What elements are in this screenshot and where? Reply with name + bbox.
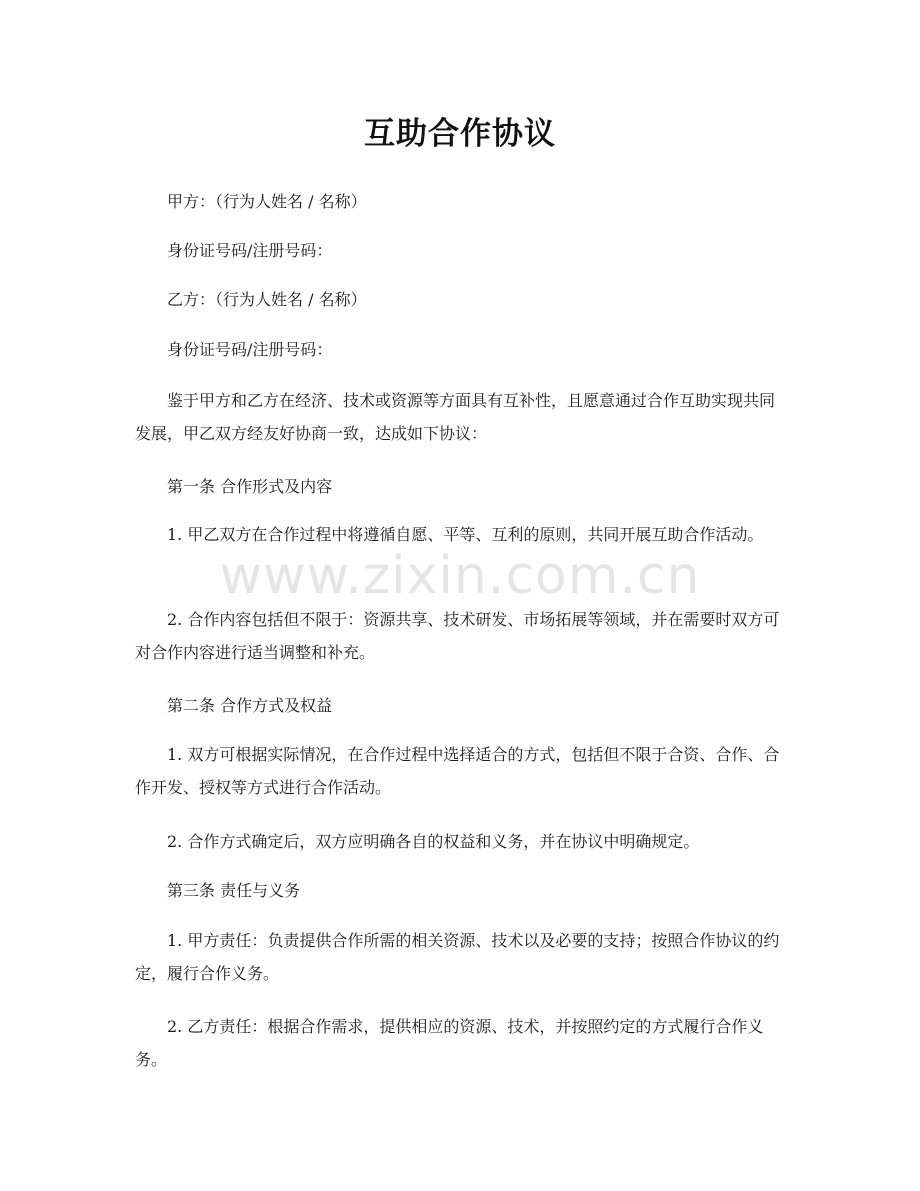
article-2-clause-1: 1. 双方可根据实际情况，在合作过程中选择适合的方式，包括但不限于合资、合作、合作开发、授权等方式进行合作活动。 — [135, 745, 780, 797]
article-3-heading: 第三条 责任与义务 — [167, 881, 301, 900]
article-3-clause-1: 1. 甲方责任：负责提供合作所需的相关资源、技术以及必要的支持；按照合作协议的约定，履行合作义务。 — [135, 931, 780, 983]
article-2-heading: 第二条 合作方式及权益 — [167, 696, 333, 715]
party-b-line: 乙方：（行为人姓名 / 名称） — [167, 290, 367, 309]
document-title: 互助合作协议 — [364, 116, 556, 152]
article-1-clause-2: 2. 合作内容包括但不限于：资源共享、技术研发、市场拓展等领域，并在需要时双方可对合作内容进行适当调整和补充。 — [135, 610, 780, 662]
article-3-clause-2: 2. 乙方责任：根据合作需求，提供相应的资源、技术，并按照约定的方式履行合作义务。 — [135, 1017, 764, 1069]
article-1-clause-1: 1. 甲乙双方在合作过程中将遵循自愿、平等、互利的原则，共同开展互助合作活动。 — [167, 525, 764, 544]
article-2-clause-2: 2. 合作方式确定后，双方应明确各自的权益和义务，并在协议中明确规定。 — [167, 832, 700, 851]
preamble-paragraph: 鉴于甲方和乙方在经济、技术或资源等方面具有互补性，且愿意通过合作互助实现共同发展，甲乙双方经友好协商一致，达成如下协议： — [135, 391, 776, 443]
party-a-id-line: 身份证号码/注册号码： — [167, 241, 333, 260]
article-1-heading: 第一条 合作形式及内容 — [167, 477, 333, 496]
party-b-id-line: 身份证号码/注册号码： — [167, 340, 333, 359]
party-a-line: 甲方：（行为人姓名 / 名称） — [167, 192, 367, 211]
watermark-text: www.zixin.com.cn — [219, 546, 701, 606]
